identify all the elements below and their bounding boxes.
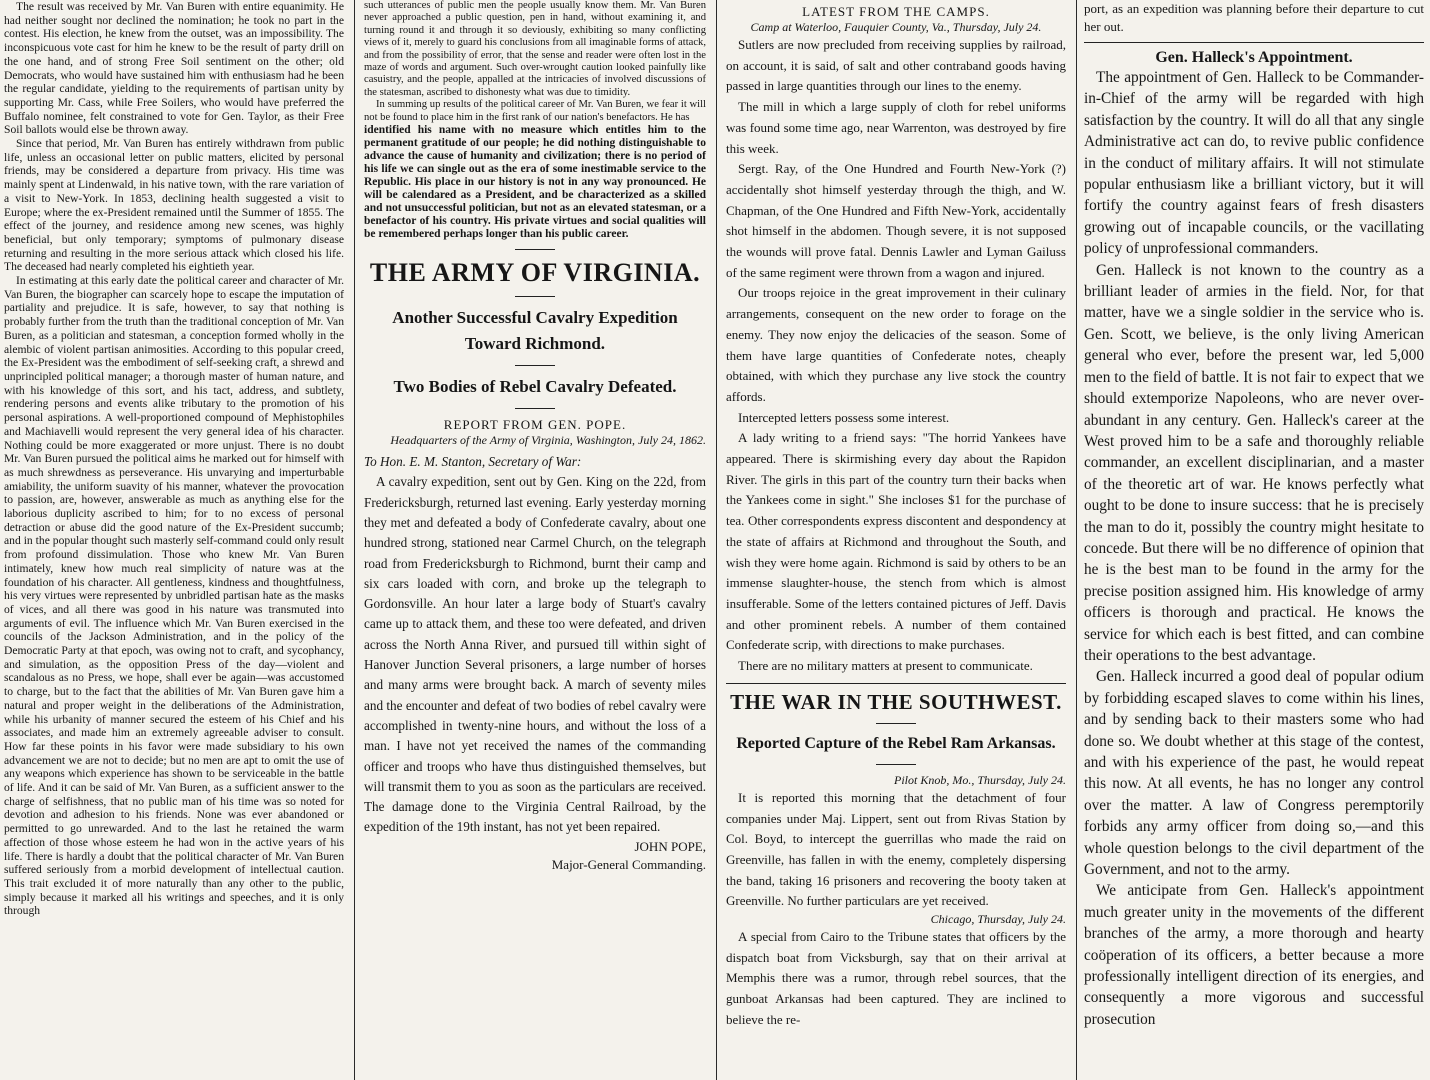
paragraph: Our troops rejoice in the great improvement in their culinary arrangements, consequent on the new order to forage on the enemy. They now enjoy the delicacies of the season. Some of them have large quantities of Confederate notes, cheaply obtained, with which they purchase any live stock the country affords. (726, 285, 1066, 404)
column-divider (716, 0, 717, 1080)
paragraph: The appointment of Gen. Halleck to be Commander-in-Chief of the army will be regarded with high satisfaction by the country. It will do all that any single Administrative act can do, to revive public confidence in the conduct of military affairs. It will not stimulate popular enthusiasm like a brilliant victory, but it will fortify the country against fears of fresh disasters growing out of incapable councils, or the vacillating policy of unprofessional commanders. (1084, 69, 1424, 258)
dateline: Pilot Knob, Mo., Thursday, July 24. (894, 772, 1066, 787)
signature-title: Major-General Commanding. (551, 856, 706, 872)
paragraph: The result was received by Mr. Van Buren with entire equanimity. He had neither sought nor declined the nomination; he took no part in the contest. His election, he knew from the outset, was an impossibility. The inconspicuous vote cast for him he knew to be the result of party drill on the one hand, and of strong Free Soil sentiment on the other; old Democrats, who would have sustained him with enthusiasm had he been the regular candidate, yielding to the requirements of partisan unity by supporting Mr. Cass, while Free Soilers, who would have preferred the Buffalo nominee, felt constrained to vote for Gen. Taylor, as their Free Soil ballots would else be thrown away. (4, 0, 344, 137)
column-halleck-appointment (1080, 0, 1430, 1080)
paragraph: A cavalry expedition, sent out by Gen. King on the 22d, from Fredericksburgh, returned last evening. Early yesterday morning they met and defeated a body of Confederate cavalry, about one hundred strong, stationed near Carmel Church, on the telegraph road from Fredericksburgh to Richmond, burnt their camp and six cars loaded with corn, and broke up the telegraph to Gordonsville. An hour later a large body of Stuart's cavalry came up to attack them, and these too were defeated, and driven across the North Anna River, and pursued till within sight of Hanover Junction Several prisoners, a large number of horses and many arms were brought back. A march of seventy miles and the encounter and defeat of two bodies of rebel cavalry were accomplished in twenty-nine hours, and without the loss of a man. I have not yet received the names of the commanding officer and troops who have thus distinguished themselves, but will transmit them to you as soon as the particulars are received. The damage done to the Virginia Central Railroad, by the expedition of the 19th instant, has not yet been repaired. (364, 474, 706, 835)
report-heading: REPORT FROM GEN. POPE. (443, 417, 627, 433)
paragraph-bold: identified his name with no measure which entitles him to the permanent gratitude of our people; he did nothing distinguishable to advance the cause of humanity and civilization; there is no period of his life we can single out as the era of some inestimable service to the Republic. His place in our history is not in any way pronounced. He will be calendared as a President, and be characterized as a skilled and not unsuccessful politician, but not as an elevated statesman, or a benefactor of his country. His private virtues and social qualities will be remembered perhaps longer than his public career. (364, 124, 706, 241)
paragraph: There are no military matters at present to communicate. (738, 658, 1033, 674)
column-divider (1076, 0, 1077, 1080)
deck: Another Successful Cavalry Expedition Toward Richmond. (392, 308, 678, 354)
section-rule (876, 764, 916, 765)
paragraph: We anticipate from Gen. Halleck's appointment much greater unity in the movements of the different branches of the army, a more thorough and hearty coöperation of its officers, a better because a more professionally intelligent direction of its energies, and consequently a more vigorous and successful prosecution (1084, 882, 1424, 1028)
paragraph: port, as an expedition was planning before their departure to cut her out. (1084, 1, 1424, 34)
column-van-buren-obituary (0, 0, 350, 1080)
paragraph: Intercepted letters possess some interest. (738, 409, 950, 425)
paragraph: Sutlers are now precluded from receiving supplies by railroad, on account, it is said, of salt and other contraband goods having passed in large quantities through our lines to the enemy. (726, 37, 1066, 94)
obituary-continuation (364, 0, 706, 241)
section-rule (515, 296, 555, 297)
dateline: Headquarters of the Army of Virginia, Washington, July 24, 1862. (390, 433, 706, 448)
section-heading: Gen. Halleck's Appointment. (1155, 49, 1353, 66)
deck: Two Bodies of Rebel Cavalry Defeated. (393, 377, 677, 397)
signature-name: JOHN POPE, (634, 838, 706, 854)
section-rule (515, 249, 555, 250)
headline: THE WAR IN THE SOUTHWEST. (730, 689, 1062, 714)
paragraph: A lady writing to a friend says: "The horrid Yankees have appeared. There is skirmishing every day about the Rapidon River. The girls in this part of the country turn their backs when the Yankees come in sight." She incloses $1 for the purchase of tea. Other correspondents express discontent and despondency at the state of affairs at Richmond and throughout the South, and wish they were home again. Richmond is said by others to be an immense slaughter-house, the stench from which is almost insufferable. Some of the letters contained pictures of Jeff. Davis and other prominent rebels. A number of them contained Confederate scrip, with directions to make purchases. (726, 430, 1066, 653)
paragraph: A special from Cairo to the Tribune states that officers by the dispatch boat from Vicksburgh, say that on their arrival at Memphis there was a rumor, through rebel sources, that the gunboat Arkansas had been captured. They are inclined to believe the re- (726, 929, 1066, 1027)
deck: Reported Capture of the Rebel Ram Arkansas. (736, 734, 1056, 752)
section-rule (726, 683, 1066, 684)
paragraph: Sergt. Ray, of the One Hundred and Fourth New-York (?) accidentally shot himself yesterday through the thigh, and W. Chapman, of the One Hundred and Fifth New-York, accidentally shot himself in the abdomen. Though severe, it is not supposed the wounds will prove fatal. Dennis Lawler and Lyman Gailuss of the same regiment were thrown from a wagon and injured. (726, 161, 1066, 280)
dateline: Camp at Waterloo, Fauquier County, Va., Thursday, July 24. (750, 20, 1042, 34)
section-rule (515, 408, 555, 409)
paragraph: Gen. Halleck incurred a good deal of popular odium by forbidding escaped slaves to come within his lines, and by sending back to their masters some who had done so. We doubt whether at this stage of the contest, and with his experience of the past, he would repeat this now. At all events, he has no longer any control over the matter. A law of Congress peremptorily forbids any army officer from doing so,—and this whole question belongs to the civil department of the Government, and not to the army. (1084, 668, 1424, 879)
column-divider (354, 0, 355, 1080)
paragraph: In estimating at this early date the political career and character of Mr. Van Buren, the biographer can scarcely hope to escape the imputation of partiality and prejudice. It is safe, however, to say that nothing is probably further from the truth than the traditional conception of Mr. Van Buren, as a politician and statesman, a conception formed wholly in the alembic of violent partisan animosities. According to this popular creed, the Ex-President was the embodiment of self-seeking craft, a shrewd and unprincipled political manager; a thorough master of human nature, and with his knowledge of this sort, and his tact, address, and subtlety, rendering persons and events alike tributary to the promotion of his personal aspirations. A well-proportioned compound of Mephistophiles and Machiavelli would represent the very general idea of his character. Nothing could be more exaggerated or more unjust. There is no doubt Mr. Van Buren pursued the political aims he marked out for himself with as much shrewdness as perseverance. His unvarying and imperturbable amiability, the uniform suavity of his manner, whatever the provocation to passion, are, however, answerable as much as anything else for the laborious duplicity ascribed to him; for to no excess of personal detraction or abuse did the good nature of the Ex-President succumb; and in the popular thought such masterly self-command could only result from profound dissimulation. Those who knew Mr. Van Buren intimately, knew how much real simplicity of nature was at the foundation of his character. All gentleness, kindness and thoughtfulness, his very virtues were represented by unbridled partisan hate as the masks of vices, and all there was good in his nature was transmuted into arguments of evil. The influence which Mr. Van Buren exercised in the councils of the Jackson Administration, and in the policy of the Democratic Party at that epoch, was owing not to craft, and sycophancy, and simulation, as the opposition Press of the day—violent and scandalous as no Press, we hope, shall ever be again—was accustomed to charge, but to the fact that the abilities of Mr. Van Buren gave him a natural and proper weight in the deliberations of the Administration, while his urbanity of manner secured the esteem of his Chief and his associates, and made him an extremely agreeable adviser to consult. How far these points in his favor were made subsidiary to his own advancement we are not to decide; but no men are apt to omit the use of any weapons which experience has shown to be serviceable in the battle of life. And it can be said of Mr. Van Buren, as a sufficient answer to the charge of selfishness, that no public man of his time was so noted for devotion and adhesion to his friends. None was ever abandoned or permitted to go unrewarded. And to the last he retained the warm affection of those whose esteem he had won in the active years of his life. There is hardly a doubt that the political character of Mr. Van Buren suffered seriously from a morbid development of intellectual caution. This trait excluded it of more naturally than any other to the public, simply because it marked all his writings and speeches, and it is only through (4, 274, 344, 918)
headline: THE ARMY OF VIRGINIA. (369, 258, 701, 288)
paragraph: Gen. Halleck is not known to the country as a brilliant leader of armies in the field. Nor, for that matter, have we a single soldier in the service who is. Gen. Scott, we believe, is the only living American general who ever, before the present war, led 5,000 men to the field of battle. It is not fair to expect that we should extemporize Napoleons, who are never over-abundant in any century. Gen. Halleck's career at the West proved him to be a safe and thoroughly reliable commander, an excellent disciplinarian, and a master of the theoretic art of war. He knows perfectly what ought to be done to insure success: that he is precisely the man to do it, possibly the country might hesitate to concede. But there will be no difference of opinion that he is the best man to be found in the army for the precise position assigned him. His knowledge of army officers is thorough and practical. He knows the service for which each is best fitted, and can combine their operations to the best advantage. (1084, 261, 1424, 664)
paragraph: Since that period, Mr. Van Buren has entirely withdrawn from public life, unless an occasional letter on public matters, elicited by personal friends, may be considered a departure from privacy. His time was mainly spent at Lindenwald, in his native town, with the rare variation of a visit to New-York. In 1853, declining health suggested a visit to Europe; where the ex-President remained until the Summer of 1855. The effect of the journey, and residence among new scenes, was highly beneficial, but only temporary; symptoms of pulmonary disease returning and resulting in the more serious attack which closed his life. The deceased had nearly completed his eightieth year. (4, 137, 344, 274)
dateline: Chicago, Thursday, July 24. (930, 912, 1066, 927)
section-rule (1084, 42, 1424, 43)
section-heading: LATEST FROM THE CAMPS. (802, 4, 990, 19)
paragraph: The mill in which a large supply of cloth for rebel uniforms was found some time ago, near Warrenton, was destroyed by fire this week. (726, 99, 1066, 156)
paragraph: In summing up results of the political career of Mr. Van Buren, we fear it will not be found to place him in the first rank of our nation's benefactors. He has (364, 99, 706, 123)
section-rule (876, 723, 916, 724)
paragraph: It is reported this morning that the detachment of four companies under Maj. Lippert, sent out from Rivas Station by Col. Boyd, to intercept the guerrillas who made the raid on Greenville, has fallen in with the enemy, completely dispersing the band, taking 16 prisoners and recovering the booty taken at Greenville. No further particulars are yet received. (726, 789, 1066, 909)
column-army-of-virginia (358, 0, 712, 1080)
column-latest-from-camps (720, 0, 1072, 1080)
paragraph: such utterances of public men the people usually know them. Mr. Van Buren never approached a public question, pen in hand, without examining it, and turning round it and through it so deviously, exhibiting so many conflicting views of it, merely to guard his conclusions from all imaginable forms of attack, and from the possibility of error, that the sense and reader were often lost in the maze of words and argument. Such over-wrought caution looked painfully like casuistry, and the people, appalled at the intricacies of involved discussions of the statesman, ascribed to dishonesty what was due to timidity. (364, 0, 706, 98)
section-rule (515, 365, 555, 366)
salutation: To Hon. E. M. Stanton, Secretary of War: (364, 454, 582, 470)
